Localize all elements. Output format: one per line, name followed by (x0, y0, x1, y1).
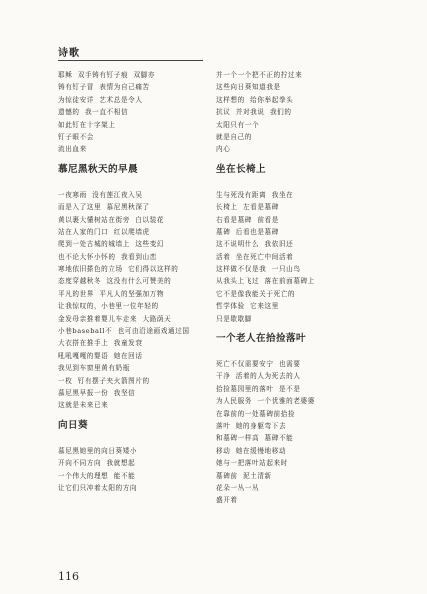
poem-line: 我见到车窗里黄有奶瓶 (58, 364, 130, 373)
poem-title: 慕尼黑秋天的早晨 (58, 163, 138, 175)
poem-line: 盛开着 (216, 496, 238, 505)
poem-line: 死亡不仅需要安宁 也需要 (216, 360, 301, 369)
poem-line: 让它们只冲着太阳的方向 (58, 483, 138, 492)
poem-line: 和墓碑一样高 墓碑不能 (216, 434, 294, 443)
poem-line: 长椅上 左看是墓碑 (216, 203, 279, 212)
poem-line: 在靠前的一处墓碑前拾捡 (216, 409, 296, 418)
poem-line: 抗议 并对我说 我们的 (216, 108, 292, 117)
poem-line: 耶稣 双手铸有钉子痕 双脚亦 (58, 71, 156, 79)
poem-line: 小巷baseball不 也可由沿途画戏通过国 (58, 327, 190, 336)
left-column (58, 69, 218, 494)
poem-line: 而是入了这里 慕尼黑秋深了 (58, 203, 150, 212)
poem-line: 内心 (216, 145, 231, 154)
poem-line: 大衣搭在推手上 我童发衰 (58, 339, 143, 348)
poem-line: 这样想的 给你举起拳头 (216, 95, 294, 104)
poem-line: 让我惊叹的，小巷里一位年轻的 (58, 302, 159, 311)
poem-line: 钉子眼不会 (58, 132, 94, 141)
poem-line: 慕尼黑她里的向日葵矮小 (58, 446, 138, 455)
poem-line: 拾捡墓园里的落叶 是不是 (216, 384, 301, 393)
poem-line: 右看是墓碑 前看是 (216, 215, 279, 224)
poem-line: 落叶 她的身躯弯下去 (216, 421, 287, 430)
poem-line: 这就是未来已来 (58, 401, 109, 410)
poem-line: 她与一把落叶站起来时 (216, 459, 288, 468)
poem-line: 花朵一丛一丛 (216, 483, 260, 492)
poem-line: 太阳只有一个 (216, 120, 260, 129)
poem-line: 如此钉在十字架上 (58, 120, 116, 129)
poem-line: 也不论大怀小怀的 我看到山峦 (58, 252, 157, 261)
poem-title: 坐在长椅上 (216, 163, 266, 175)
poem-line: 这样做不仅是我 一只山鸟 (216, 265, 301, 274)
poem-line: 寒地依旧搽色的立场 它们得以这样的 (58, 265, 179, 274)
poem-line: 流出血来 (58, 145, 87, 154)
poem-line: 一夜寒雨 没有莲江夜入吴 (58, 190, 143, 199)
poem-line: 这不说明什么 我依旧还 (216, 240, 294, 249)
right-column (216, 69, 376, 507)
poem-line: 一个伟大的理想 能不能 (58, 471, 136, 480)
poem-line: 从我头上飞过 落在前面墓碑上 (216, 277, 315, 286)
poem-line: 就是自己的 (216, 132, 252, 141)
poem-line: 活着 坐在死亡中间活着 (216, 252, 294, 261)
poem-line: 平凡的世界 平凡人的坚强加万物 (58, 289, 165, 298)
poem-line: 移动 她在缓慢地移动 (216, 446, 287, 455)
poem-line: 黄以裹大懂树站在街旁 白以装花 (58, 215, 165, 224)
poem-line: 开向不同方向 我就想起 (58, 459, 136, 468)
poem-line: 并一个一个把不正的拧过来 (216, 71, 303, 79)
poem-line: 爬到一处古城的城墙上 这些变幻 (58, 240, 165, 249)
poem-line: 遗憾的 我一直不相信 (58, 108, 129, 117)
poem-line: 墓碑 后看也是墓碑 (216, 227, 279, 236)
poem-line: 这些向日葵知道我是 (216, 83, 281, 92)
poem-line: 墓碑前 泥土清新 (216, 471, 272, 480)
poem-line: 铸有钉子冒 表情为自己痛苦 (58, 83, 150, 92)
poem-line: 它不是像我能关于死亡的 (216, 289, 296, 298)
poem-line: 为人民服务 一个优雅的老婆婆 (216, 397, 315, 406)
poem-line: 金发母亲推着婴儿车走来 大路荫天 (58, 314, 172, 323)
poem-title: 一个老人在拾捡落叶 (216, 333, 306, 345)
poem-line: 生与死没有距离 我坐在 (216, 190, 294, 199)
poem-line: 态度穿越秋冬 这没有什么可赞美的 (58, 277, 172, 286)
poem-line: 干净 活着的人为死去的人 (216, 372, 301, 381)
poem-line: 哲学体验 它来这里 (216, 302, 279, 311)
poem-line: 站在人家的门口 红以爬墙虎 (58, 227, 150, 236)
header-rule (58, 60, 203, 61)
poem-line: 只是歇歇脚 (216, 314, 252, 323)
running-head: 诗歌 (58, 48, 80, 59)
page-number: 116 (58, 570, 79, 583)
poem-line: 为惊徒安详 艺术总是令人 (58, 95, 143, 104)
poem-line: 吼吼嘎嘎的婴语 她在回话 (58, 351, 143, 360)
poem-line: 慕尼黑早报一份 我坚信 (58, 388, 136, 397)
poem-line: 一枚 钉有摆子夹火箭图片的 (58, 376, 150, 385)
poem-title: 向日葵 (58, 419, 88, 431)
